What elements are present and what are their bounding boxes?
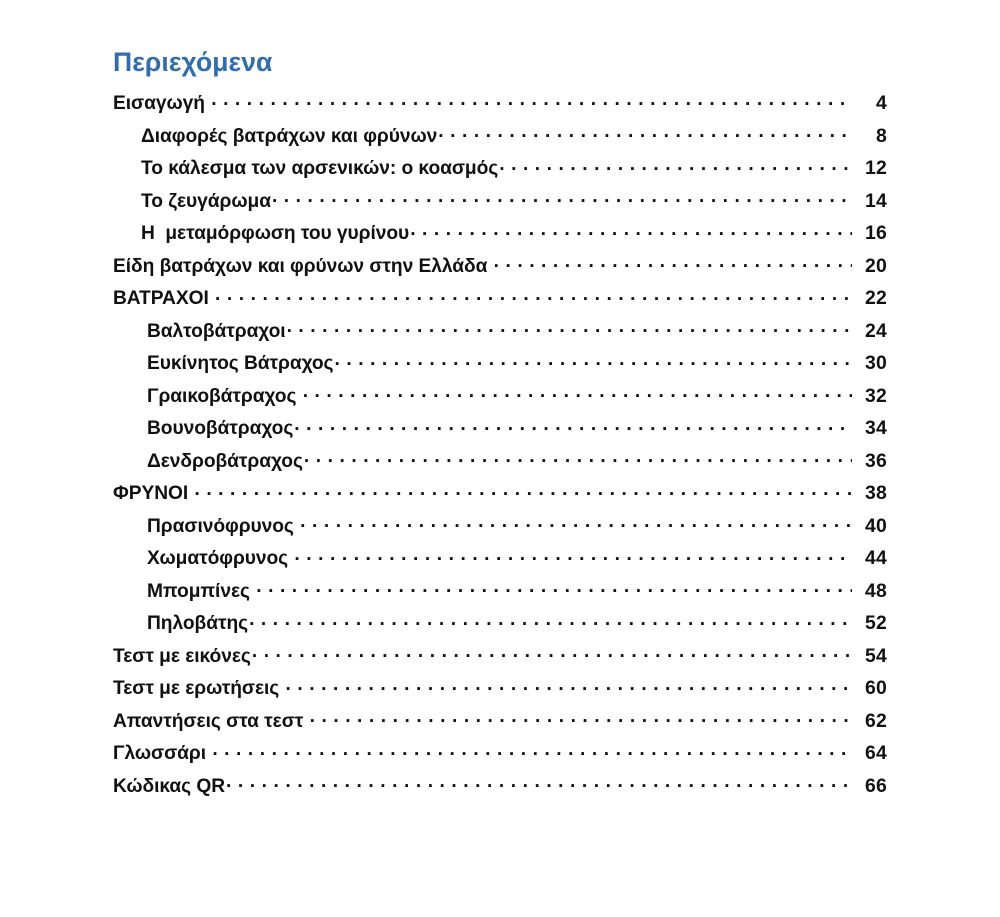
toc-entry[interactable] xyxy=(113,740,887,773)
toc-entry-page-number: 4 xyxy=(876,92,887,115)
toc-leader-dots xyxy=(438,123,852,142)
toc-entry[interactable] xyxy=(113,643,887,676)
toc-entry-label: Ευκίνητος Βάτραχος xyxy=(147,353,334,375)
toc-entry-label: Το κάλεσμα των αρσενικών: ο κοασμός xyxy=(141,158,499,180)
toc-leader-dots xyxy=(215,285,852,304)
toc-entry-list xyxy=(113,90,887,805)
toc-leader-dots xyxy=(256,578,852,597)
toc-leader-dots xyxy=(211,90,852,109)
toc-entry-page-number: 62 xyxy=(865,709,887,732)
toc-entry-page-number: 12 xyxy=(865,157,887,180)
toc-entry-label: Κώδικας QR xyxy=(113,775,226,797)
toc-entry-page-number: 14 xyxy=(865,189,887,212)
toc-entry-label: Βουνοβάτραχος xyxy=(147,418,294,440)
toc-entry-page-number: 66 xyxy=(865,774,887,797)
toc-entry-label: Τεστ με ερωτήσεις xyxy=(113,678,280,700)
toc-entry[interactable] xyxy=(113,545,887,578)
toc-entry-page-number: 44 xyxy=(865,547,887,570)
toc-entry-label: Απαντήσεις στα τεστ xyxy=(113,710,304,732)
toc-entry[interactable] xyxy=(113,480,887,513)
toc-entry-label: Εισαγωγή xyxy=(113,93,205,115)
toc-entry-page-number: 64 xyxy=(865,742,887,765)
toc-entry[interactable] xyxy=(113,253,887,286)
toc-entry[interactable] xyxy=(113,415,887,448)
toc-entry-page-number: 60 xyxy=(865,677,887,700)
toc-entry-page-number: 32 xyxy=(865,384,887,407)
toc-entry-page-number: 20 xyxy=(865,254,887,277)
toc-entry[interactable] xyxy=(113,155,887,188)
toc-entry[interactable] xyxy=(113,220,887,253)
toc-entry[interactable] xyxy=(113,90,887,123)
toc-entry[interactable] xyxy=(113,513,887,546)
toc-entry-label: Διαφορές βατράχων και φρύνων xyxy=(141,125,438,147)
toc-entry[interactable] xyxy=(113,610,887,643)
toc-entry-label: Χωματόφρυνος xyxy=(147,548,289,570)
toc-entry-label: Γραικοβάτραχος xyxy=(147,385,297,407)
toc-leader-dots xyxy=(287,318,852,337)
toc-entry-label: Βαλτοβάτραχοι xyxy=(147,320,286,342)
toc-entry[interactable] xyxy=(113,188,887,221)
toc-leader-dots xyxy=(294,415,852,434)
toc-entry[interactable] xyxy=(113,578,887,611)
toc-leader-dots xyxy=(286,675,852,694)
toc-entry-label: Πρασινόφρυνος xyxy=(147,515,294,537)
toc-entry-page-number: 38 xyxy=(865,482,887,505)
toc-leader-dots xyxy=(334,350,852,369)
toc-leader-dots xyxy=(310,708,852,727)
toc-entry-label: Η μεταμόρφωση του γυρίνου xyxy=(141,223,410,245)
toc-entry-label: Μπομπίνες xyxy=(147,580,250,602)
toc-leader-dots xyxy=(410,220,852,239)
toc-leader-dots xyxy=(499,155,852,174)
toc-leader-dots xyxy=(249,610,852,629)
toc-entry-label: Το ζευγάρωμα xyxy=(141,190,271,212)
toc-entry-label: Τεστ με εικόνες xyxy=(113,645,251,667)
toc-leader-dots xyxy=(494,253,852,272)
toc-entry[interactable] xyxy=(113,675,887,708)
toc-leader-dots xyxy=(252,643,852,662)
toc-entry-page-number: 54 xyxy=(865,644,887,667)
toc-entry[interactable] xyxy=(113,708,887,741)
toc-entry-label: Είδη βατράχων και φρύνων στην Ελλάδα xyxy=(113,255,488,277)
table-of-contents xyxy=(113,45,887,805)
toc-entry-page-number: 34 xyxy=(865,417,887,440)
toc-entry-label: ΦΡΥΝΟΙ xyxy=(113,483,189,505)
toc-entry-page-number: 48 xyxy=(865,579,887,602)
toc-leader-dots xyxy=(303,383,852,402)
toc-entry[interactable] xyxy=(113,285,887,318)
toc-leader-dots xyxy=(300,513,852,532)
toc-entry-label: ΒΑΤΡΑΧΟΙ xyxy=(113,288,209,310)
page-title: Περιεχόμενα xyxy=(113,47,273,77)
toc-entry[interactable] xyxy=(113,383,887,416)
toc-leader-dots xyxy=(304,448,852,467)
toc-entry[interactable] xyxy=(113,773,887,806)
toc-entry-label: Γλωσσάρι xyxy=(113,743,207,765)
toc-entry-page-number: 22 xyxy=(865,287,887,310)
toc-leader-dots xyxy=(272,188,852,207)
toc-entry-page-number: 24 xyxy=(865,319,887,342)
toc-entry-label: Δενδροβάτραχος xyxy=(147,450,303,472)
toc-leader-dots xyxy=(194,480,852,499)
toc-entry-page-number: 30 xyxy=(865,352,887,375)
toc-leader-dots xyxy=(226,773,852,792)
toc-entry-label: Πηλοβάτης xyxy=(147,613,249,635)
toc-entry-page-number: 16 xyxy=(865,222,887,245)
toc-entry[interactable] xyxy=(113,123,887,156)
toc-entry-page-number: 8 xyxy=(876,124,887,147)
toc-entry-page-number: 36 xyxy=(865,449,887,472)
toc-entry-page-number: 52 xyxy=(865,612,887,635)
toc-leader-dots xyxy=(294,545,852,564)
toc-entry[interactable] xyxy=(113,350,887,383)
toc-entry-page-number: 40 xyxy=(865,514,887,537)
toc-entry[interactable] xyxy=(113,318,887,351)
toc-leader-dots xyxy=(212,740,852,759)
toc-entry[interactable] xyxy=(113,448,887,481)
